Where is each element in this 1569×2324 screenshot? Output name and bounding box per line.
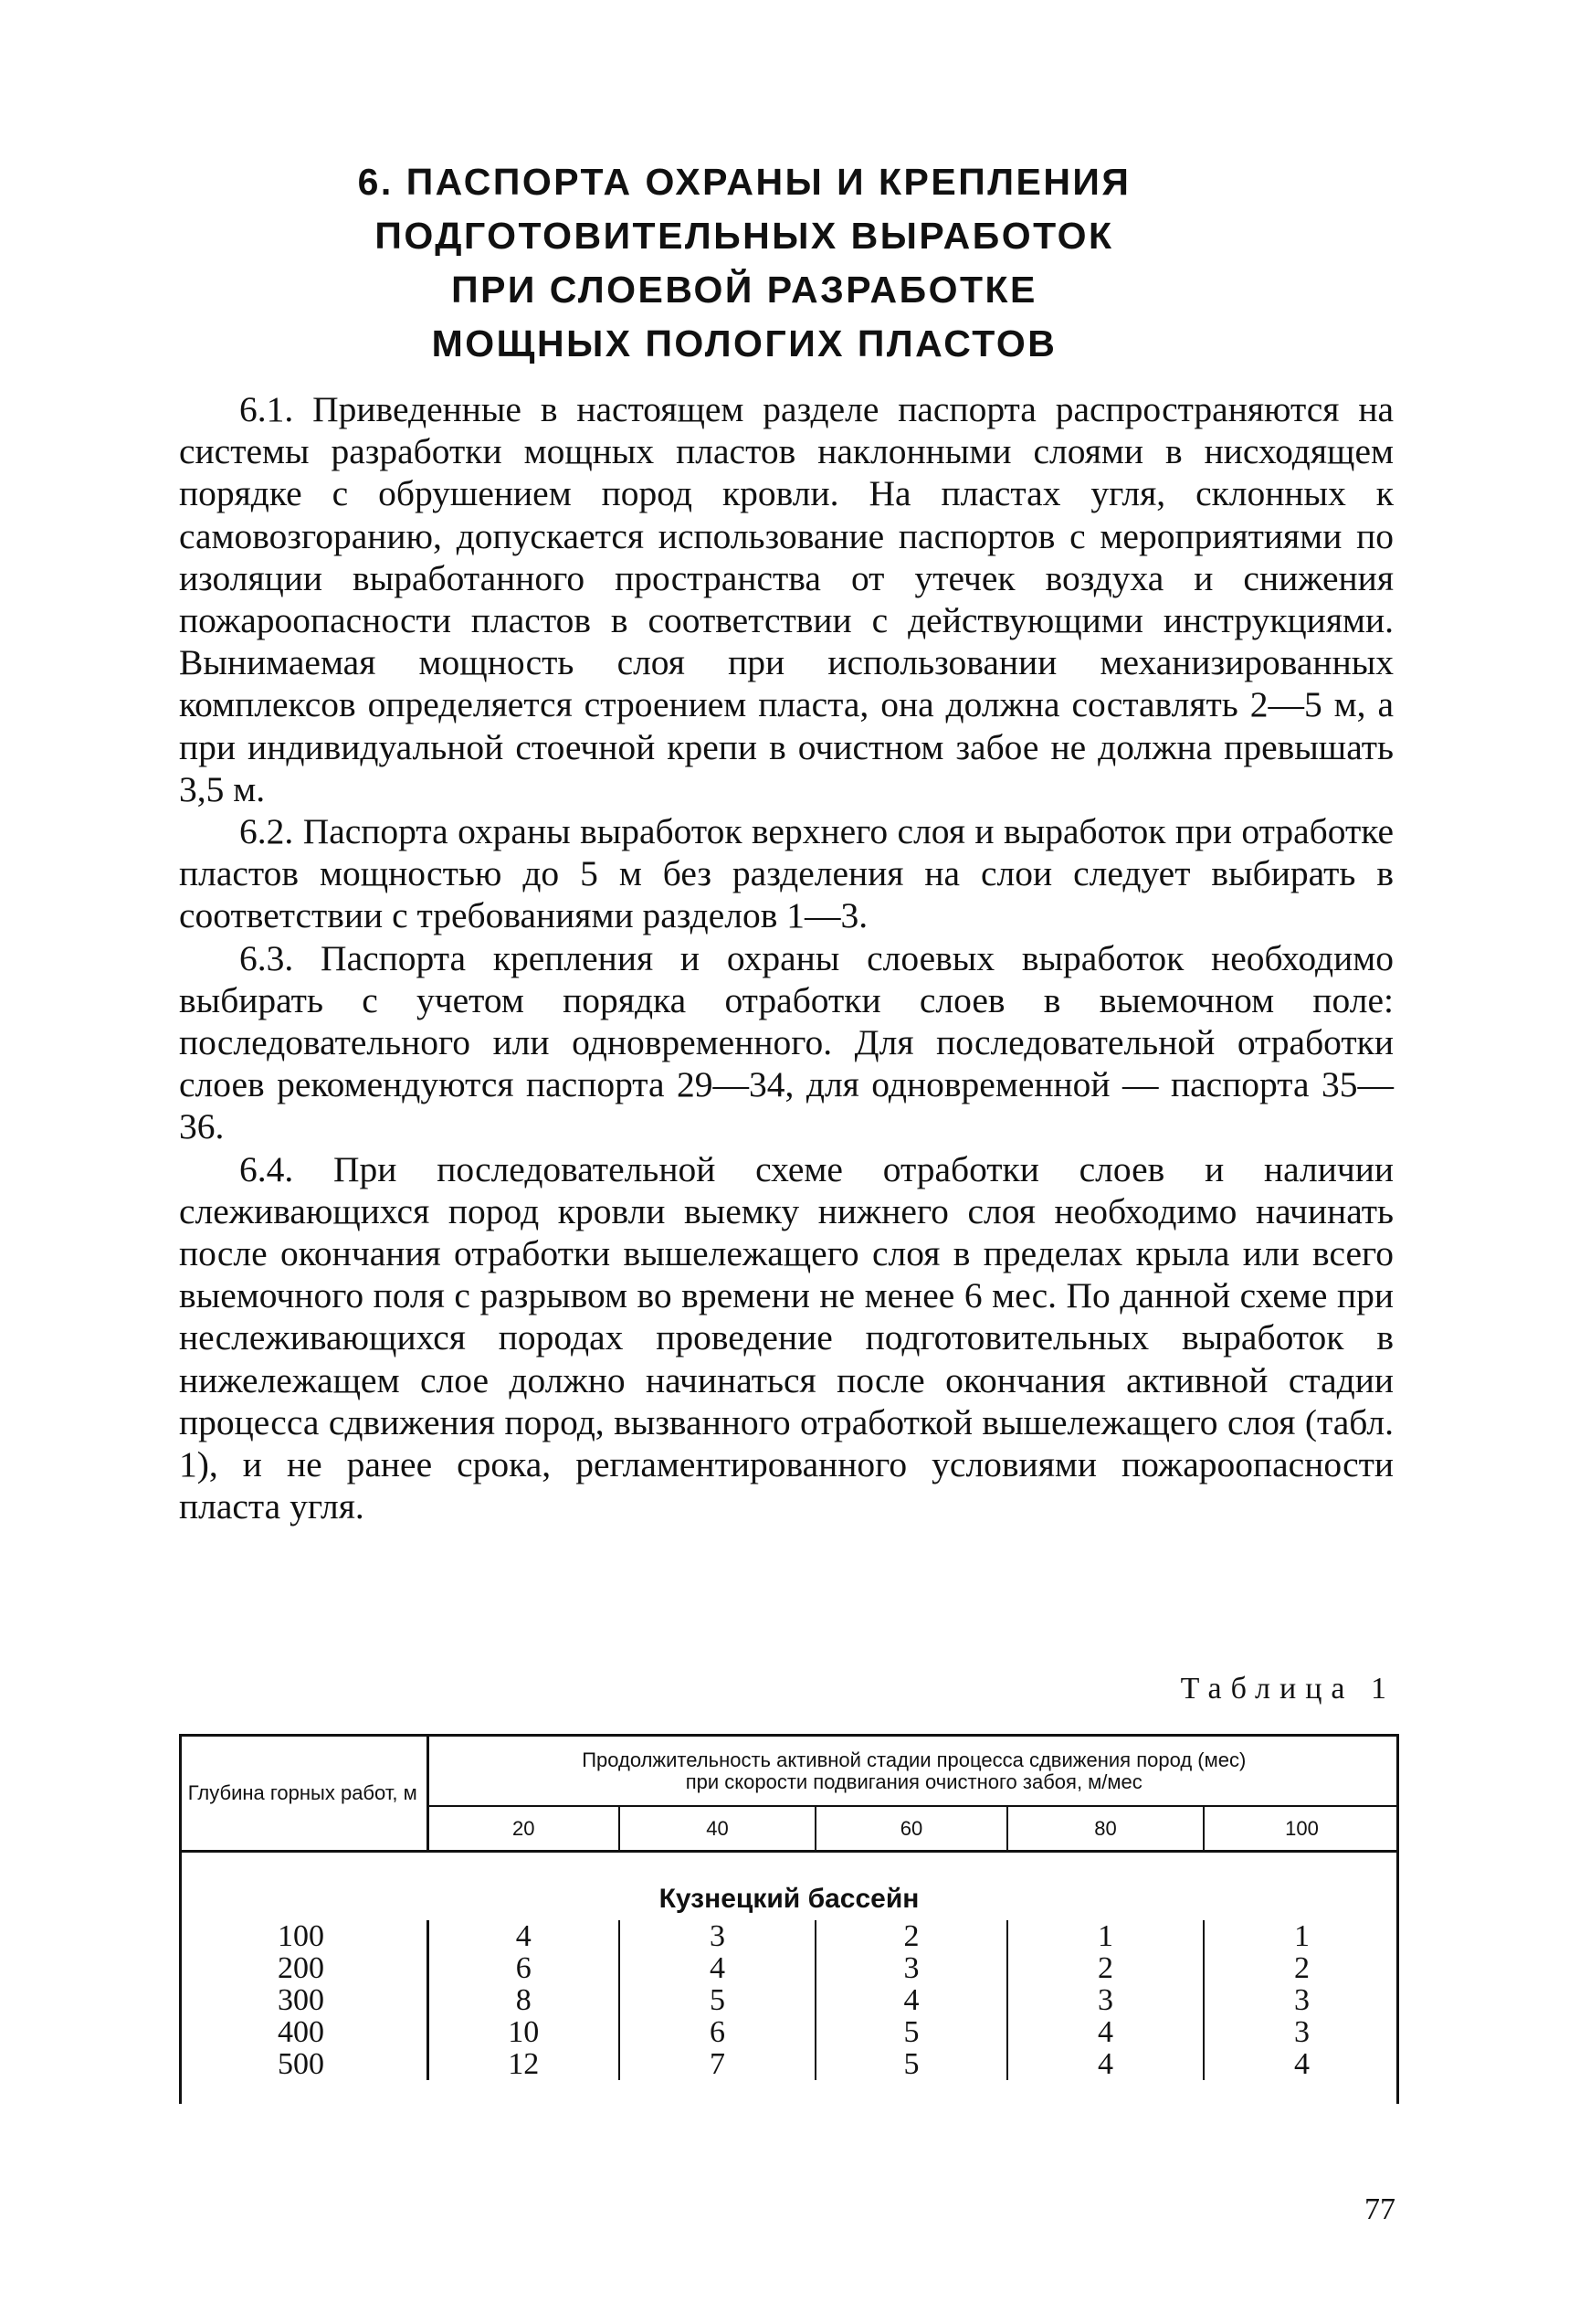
value-cell: 4	[816, 1984, 1007, 2016]
table-1	[179, 1734, 1399, 2104]
paragraph-6-3: 6.3. Паспорта крепления и охраны слоевых выработок необходимо выбирать с учетом порядка отработки слоев в выемочном поле: последовательного или одновременного. Для последовательной отработки слоев рекомендуются паспорта 29—34, для одновременной — паспорта 35—36.	[179, 937, 1394, 1147]
value-cell: 3	[1204, 1984, 1399, 2016]
value-cell: 5	[816, 2016, 1007, 2048]
value-cell: 8	[427, 1984, 619, 2016]
value-cell: 4	[619, 1952, 816, 1984]
table-caption: Таблица 1	[1180, 1672, 1395, 1706]
paragraph-6-4: 6.4. При последовательной схеме отработки слоев и наличии слеживающихся пород кровли выемку нижнего слоя необходимо начинать после окончания отработки вышележащего слоя в пределах крыла или всего выемочного поля с разрывом во времени не менее 6 мес. По данной схеме при неслеживающихся породах проведение подготовительных выработок в нижележащем слое должно начинаться после окончания активной стадии процесса сдвижения пород, вызванного отработкой вышележащего слоя (табл. 1), и не ранее срока, регламентированного условиями пожароопасности пласта угля.	[179, 1148, 1394, 1527]
value-cell: 12	[427, 2048, 619, 2080]
table-row	[179, 1920, 1399, 1952]
value-cell: 2	[1204, 1952, 1399, 1984]
table-row	[179, 2048, 1399, 2080]
paragraph-6-1: 6.1. Приведенные в настоящем разделе паспорта распространяются на системы разработки мощных пластов наклонными слоями в нисходящем порядке с обрушением пород кровли. На пластах угля, склонных к самовозгоранию, допускается использование паспортов с мероприятиями по изоляции выработанного пространства от утечек воздуха и снижения пожароопасности пластов в соответствии с действующими инструкциями. Вынимаемая мощность слоя при использовании механизированных комплексов определяется строением пласта, она должна составлять 2—5 м, а при индивидуальной стоечной крепи в очистном забое не должна превышать 3,5 м.	[179, 389, 1394, 809]
value-cell: 1	[1007, 1920, 1204, 1952]
heading-line: 6. ПАСПОРТА ОХРАНЫ И КРЕПЛЕНИЯ	[357, 161, 1132, 203]
value-cell: 10	[427, 2016, 619, 2048]
duration-header-line: при скорости подвигания очистного забоя, м/мес	[685, 1769, 1143, 1793]
value-cell: 4	[1007, 2016, 1204, 2048]
section-heading	[274, 155, 1215, 371]
value-cell: 4	[427, 1920, 619, 1952]
table-row	[179, 2016, 1399, 2048]
duration-column-header	[427, 1736, 1399, 1807]
depth-cell: 100	[278, 1919, 324, 1953]
speed-header: 100	[1204, 1806, 1399, 1851]
speed-header: 60	[816, 1806, 1007, 1851]
speed-header: 40	[619, 1806, 816, 1851]
value-cell: 3	[1204, 2016, 1399, 2048]
value-cell: 4	[1007, 2048, 1204, 2080]
table-row	[179, 1984, 1399, 2016]
speed-header: 80	[1007, 1806, 1204, 1851]
basin-label: Кузнецкий бассейн	[658, 1884, 920, 1914]
value-cell: 3	[1007, 1984, 1204, 2016]
depth-cell: 400	[278, 2015, 324, 2049]
value-cell: 2	[816, 1920, 1007, 1952]
value-cell: 2	[1007, 1952, 1204, 1984]
depth-cell: 300	[278, 1983, 324, 2017]
value-cell: 3	[816, 1952, 1007, 1984]
heading-line: ПОДГОТОВИТЕЛЬНЫХ ВЫРАБОТОК	[374, 215, 1114, 257]
paragraph-6-2: 6.2. Паспорта охраны выработок верхнего слоя и выработок при отработке пластов мощностью до 5 м без разделения на слои следует выбирать в соответствии с требованиями разделов 1—3.	[179, 811, 1394, 936]
value-cell: 3	[619, 1920, 816, 1952]
speed-header: 20	[427, 1806, 619, 1851]
data-table	[179, 1734, 1399, 2080]
page-number: 77	[1364, 2192, 1395, 2226]
heading-line: МОЩНЫХ ПОЛОГИХ ПЛАСТОВ	[431, 322, 1058, 364]
body-text	[179, 388, 1394, 1527]
heading-line: ПРИ СЛОЕВОЙ РАЗРАБОТКЕ	[451, 269, 1037, 311]
value-cell: 5	[816, 2048, 1007, 2080]
duration-header-line: Продолжительность активной стадии процесса сдвижения пород (мес)	[582, 1748, 1247, 1771]
value-cell: 6	[619, 2016, 816, 2048]
value-cell: 1	[1204, 1920, 1399, 1952]
table-right-border	[1396, 1734, 1399, 2104]
table-row	[179, 1952, 1399, 1984]
table-left-border	[179, 1734, 182, 2104]
value-cell: 6	[427, 1952, 619, 1984]
value-cell: 4	[1204, 2048, 1399, 2080]
depth-column-header: Глубина горных работ, м	[179, 1736, 427, 1852]
value-cell: 7	[619, 2048, 816, 2080]
depth-cell: 500	[278, 2047, 324, 2081]
depth-cell: 200	[278, 1951, 324, 1985]
value-cell: 5	[619, 1984, 816, 2016]
